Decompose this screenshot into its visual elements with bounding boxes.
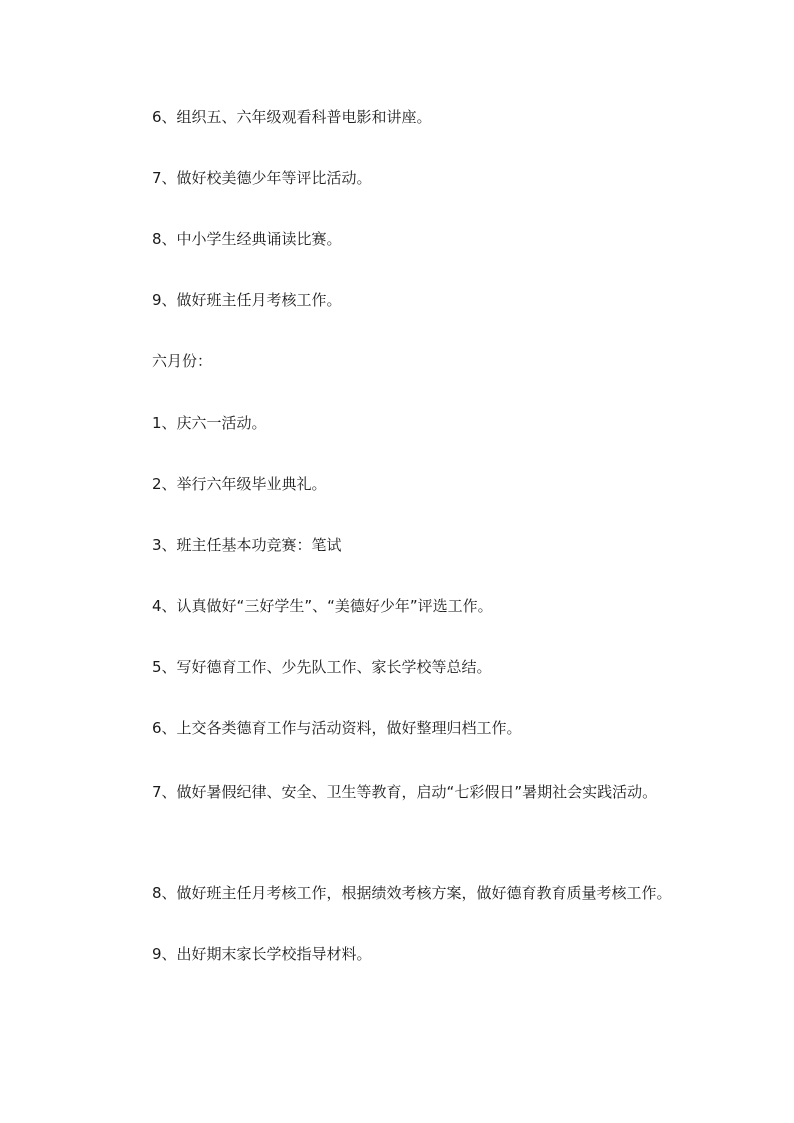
paragraph-item-7-model-youth: 7、做好校美德少年等评比活动。 bbox=[152, 169, 372, 187]
paragraph-item-1-childrens-day: 1、庆六一活动。 bbox=[152, 414, 267, 432]
paragraph-item-5-summaries: 5、写好德育工作、少先队工作、家长学校等总结。 bbox=[152, 658, 492, 676]
paragraph-item-9-teacher-review: 9、做好班主任月考核工作。 bbox=[152, 291, 342, 309]
paragraph-item-8-recitation: 8、中小学生经典诵读比赛。 bbox=[152, 230, 342, 248]
paragraph-item-4-selection: 4、认真做好“三好学生”、“美德好少年”评选工作。 bbox=[152, 597, 493, 615]
paragraph-item-3-skills-contest: 3、班主任基本功竞赛：笔试 bbox=[152, 536, 342, 554]
paragraph-item-6-archiving: 6、上交各类德育工作与活动资料，做好整理归档工作。 bbox=[152, 719, 522, 737]
section-heading-june: 六月份： bbox=[152, 352, 213, 370]
paragraph-item-2-graduation: 2、举行六年级毕业典礼。 bbox=[152, 475, 327, 493]
paragraph-item-6-grade-films: 6、组织五、六年级观看科普电影和讲座。 bbox=[152, 108, 432, 126]
paragraph-item-8-performance-review: 8、做好班主任月考核工作，根据绩效考核方案，做好德育教育质量考核工作。 bbox=[152, 884, 672, 902]
paragraph-item-7-summer-education: 7、做好暑假纪律、安全、卫生等教育，启动“七彩假日”暑期社会实践活动。 bbox=[152, 783, 658, 801]
paragraph-item-9-parent-materials: 9、出好期末家长学校指导材料。 bbox=[152, 945, 372, 963]
